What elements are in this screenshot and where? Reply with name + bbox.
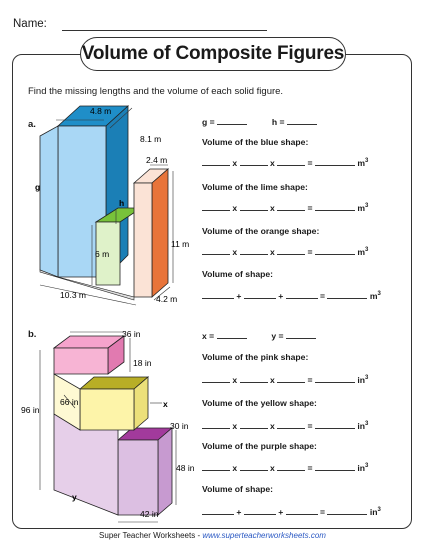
total-question: Volume of shape: (202, 484, 273, 494)
dim-label: 11 m (171, 239, 190, 249)
answer-row[interactable]: x $x = in^3$ (202, 462, 368, 473)
footer: Super Teacher Worksheets - www.superteacherworksheets.com (99, 531, 326, 540)
pink-front (54, 348, 108, 374)
purple-side (158, 428, 172, 515)
dim-label: 36 in (122, 329, 141, 339)
lime-question: Volume of the lime shape: (202, 182, 308, 192)
answer-row[interactable]: + + = $m^3$ (202, 290, 381, 301)
yellow-question: Volume of the yellow shape: (202, 398, 317, 408)
answer-row[interactable]: x $x = in^3$ (202, 420, 368, 431)
answer-row[interactable]: x $x = m^3$ (202, 246, 368, 257)
footer-link[interactable]: www.superteacherworksheets.com (202, 531, 326, 540)
dim-label: 42 in (140, 509, 159, 519)
blue-question: Volume of the blue shape: (202, 137, 309, 147)
answer-row[interactable]: x $x = m^3$ (202, 202, 368, 213)
purple-front (118, 440, 158, 515)
footer-brand: Super Teacher Worksheets (99, 531, 196, 540)
dim-label: 4.2 m (156, 294, 178, 304)
problem-b-label: b. (28, 329, 37, 340)
orange-side (152, 169, 168, 297)
dim-label: 30 in (170, 421, 189, 431)
yellow-front (80, 389, 134, 430)
problem-a-label: a. (28, 119, 36, 130)
total-question: Volume of shape: (202, 269, 273, 279)
dim-label: h (119, 198, 125, 208)
dim-label: 96 in (21, 405, 40, 415)
orange-front (134, 183, 152, 297)
dim-label: 6 m (95, 249, 110, 259)
answer-row[interactable]: x $x = m^3$ (202, 157, 368, 168)
instructions: Find the missing lengths and the volume of each solid figure. (28, 86, 284, 97)
missing-x: x = y = (202, 330, 316, 341)
answer-row[interactable]: + + = $in^3$ (202, 506, 381, 517)
dim-label: 8.1 m (140, 134, 162, 144)
page-title: Volume of Composite Figures (80, 37, 346, 71)
answer-row[interactable]: x $x = in^3$ (202, 374, 368, 385)
dim-label: g (35, 182, 41, 192)
dim-label: 10.3 m (60, 290, 86, 300)
dim-label: y (72, 492, 77, 502)
dim-label: x (163, 399, 168, 409)
purple-question: Volume of the purple shape: (202, 441, 317, 451)
dim-label: 4.8 m (90, 106, 112, 116)
missing-g: g = h = (202, 116, 317, 127)
name-label: Name: (13, 18, 47, 30)
dim-label: 2.4 m (146, 155, 168, 165)
dim-label: 48 in (176, 463, 195, 473)
pink-question: Volume of the pink shape: (202, 352, 309, 362)
dim-label: 18 in (133, 358, 152, 368)
dim-label: 66 in (60, 397, 79, 407)
orange-question: Volume of the orange shape: (202, 226, 320, 236)
